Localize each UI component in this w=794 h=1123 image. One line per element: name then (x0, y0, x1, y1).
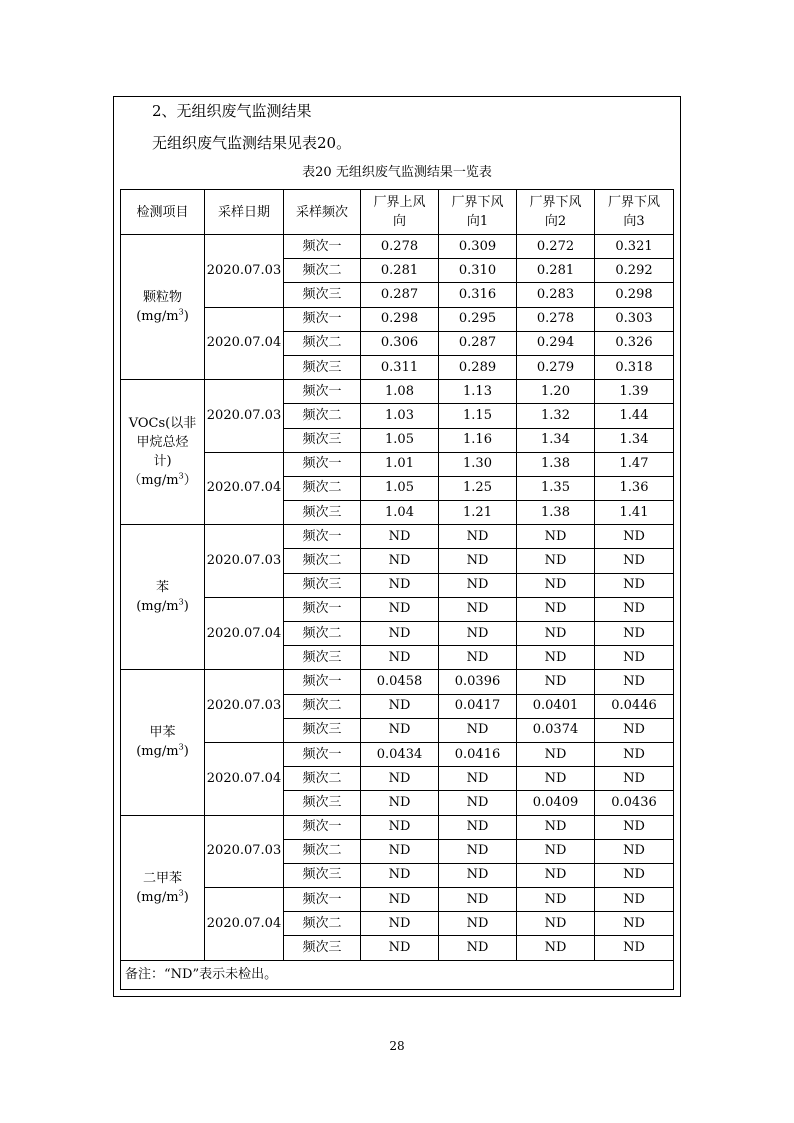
value-cell: ND (517, 622, 595, 646)
value-cell: 0.294 (517, 331, 595, 355)
value-cell: 1.13 (439, 380, 517, 404)
value-cell: 0.283 (517, 283, 595, 307)
value-cell: 0.279 (517, 355, 595, 379)
value-cell: 0.292 (595, 259, 674, 283)
value-cell: 1.36 (595, 476, 674, 500)
value-cell: 1.21 (439, 501, 517, 525)
value-cell: 0.0446 (595, 694, 674, 718)
value-cell: 1.05 (361, 476, 439, 500)
value-cell: 0.281 (517, 259, 595, 283)
value-cell: 1.38 (517, 501, 595, 525)
pollutant-name-cell: 二甲苯 $(mg/m^3)$ (121, 815, 205, 960)
value-cell: 1.16 (439, 428, 517, 452)
frequency-cell: 频次一 (284, 597, 361, 621)
frequency-cell: 频次三 (284, 283, 361, 307)
value-cell: ND (595, 863, 674, 887)
value-cell: 1.38 (517, 452, 595, 476)
value-cell: ND (439, 791, 517, 815)
value-cell: ND (439, 888, 517, 912)
value-cell: ND (361, 573, 439, 597)
value-cell: ND (361, 525, 439, 549)
value-cell: ND (361, 718, 439, 742)
sampling-date-cell: 2020.07.04 (205, 597, 284, 670)
sampling-date-cell: 2020.07.03 (205, 380, 284, 453)
frequency-cell: 频次二 (284, 694, 361, 718)
frequency-cell: 频次三 (284, 791, 361, 815)
frequency-cell: 频次二 (284, 622, 361, 646)
frequency-cell: 频次二 (284, 912, 361, 936)
intro-text: 无组织废气监测结果见表20。 (152, 134, 352, 152)
value-cell: 1.08 (361, 380, 439, 404)
value-cell: 0.309 (439, 235, 517, 259)
value-cell: 1.20 (517, 380, 595, 404)
value-cell: ND (595, 597, 674, 621)
page-number: 28 (389, 1039, 405, 1053)
value-cell: ND (439, 815, 517, 839)
value-cell: ND (517, 839, 595, 863)
value-cell: ND (595, 646, 674, 670)
pollutant-name-cell: 颗粒物 $(mg/m^3)$ (121, 235, 205, 380)
value-cell: ND (361, 622, 439, 646)
frequency-cell: 频次一 (284, 380, 361, 404)
value-cell: 0.278 (517, 307, 595, 331)
value-cell: 0.0374 (517, 718, 595, 742)
frequency-cell: 频次三 (284, 646, 361, 670)
value-cell: 1.35 (517, 476, 595, 500)
value-cell: ND (517, 742, 595, 766)
value-cell: 0.326 (595, 331, 674, 355)
frequency-cell: 频次三 (284, 501, 361, 525)
value-cell: ND (517, 767, 595, 791)
value-cell: 1.04 (361, 501, 439, 525)
sampling-date-cell: 2020.07.04 (205, 452, 284, 525)
value-cell: 0.0417 (439, 694, 517, 718)
value-cell: ND (517, 525, 595, 549)
value-cell: ND (595, 622, 674, 646)
value-cell: ND (439, 839, 517, 863)
frequency-cell: 频次二 (284, 331, 361, 355)
sampling-date-cell: 2020.07.03 (205, 235, 284, 308)
table-caption: 表20 无组织废气监测结果一览表 (302, 165, 492, 180)
value-cell: ND (517, 597, 595, 621)
frequency-cell: 频次二 (284, 549, 361, 573)
value-cell: 0.321 (595, 235, 674, 259)
value-cell: ND (595, 888, 674, 912)
value-cell: 0.298 (595, 283, 674, 307)
value-cell: 1.39 (595, 380, 674, 404)
value-cell: 0.311 (361, 355, 439, 379)
value-cell: ND (595, 936, 674, 960)
value-cell: 1.44 (595, 404, 674, 428)
value-cell: 0.303 (595, 307, 674, 331)
table-row (121, 670, 674, 694)
frequency-cell: 频次三 (284, 863, 361, 887)
frequency-cell: 频次三 (284, 428, 361, 452)
frequency-cell: 频次一 (284, 815, 361, 839)
value-cell: ND (439, 549, 517, 573)
value-cell: 1.34 (595, 428, 674, 452)
value-cell: ND (361, 888, 439, 912)
value-cell: 0.295 (439, 307, 517, 331)
value-cell: ND (361, 767, 439, 791)
header-upwind: 厂界上风 向 (361, 190, 439, 235)
frequency-cell: 频次一 (284, 307, 361, 331)
pollutant-name-cell: VOCs(以非 甲烷总烃 计) $(mg/m^3)$ (121, 380, 205, 525)
value-cell: 0.0436 (595, 791, 674, 815)
sampling-date-cell: 2020.07.04 (205, 307, 284, 380)
value-cell: ND (595, 839, 674, 863)
value-cell: ND (595, 718, 674, 742)
value-cell: 1.01 (361, 452, 439, 476)
frequency-cell: 频次一 (284, 235, 361, 259)
value-cell: ND (595, 670, 674, 694)
value-cell: 1.15 (439, 404, 517, 428)
value-cell: ND (439, 767, 517, 791)
value-cell: 0.287 (361, 283, 439, 307)
value-cell: ND (517, 646, 595, 670)
value-cell: ND (517, 549, 595, 573)
note-row (121, 960, 674, 989)
frequency-cell: 频次一 (284, 670, 361, 694)
value-cell: ND (517, 936, 595, 960)
frequency-cell: 频次三 (284, 936, 361, 960)
frequency-cell: 频次一 (284, 742, 361, 766)
value-cell: ND (439, 622, 517, 646)
pollutant-name-cell: 苯 $(mg/m^3)$ (121, 525, 205, 670)
value-cell: ND (361, 791, 439, 815)
value-cell: 0.310 (439, 259, 517, 283)
sampling-date-cell: 2020.07.03 (205, 525, 284, 598)
table-header-row (121, 190, 674, 235)
value-cell: ND (361, 646, 439, 670)
value-cell: ND (595, 767, 674, 791)
value-cell: ND (439, 573, 517, 597)
frequency-cell: 频次一 (284, 525, 361, 549)
value-cell: 1.03 (361, 404, 439, 428)
value-cell: ND (517, 815, 595, 839)
value-cell: 1.41 (595, 501, 674, 525)
frequency-cell: 频次一 (284, 452, 361, 476)
value-cell: 0.287 (439, 331, 517, 355)
value-cell: 0.0401 (517, 694, 595, 718)
value-cell: ND (517, 573, 595, 597)
value-cell: ND (439, 718, 517, 742)
value-cell: 0.272 (517, 235, 595, 259)
value-cell: 0.316 (439, 283, 517, 307)
sampling-date-cell: 2020.07.03 (205, 670, 284, 743)
value-cell: ND (361, 694, 439, 718)
value-cell: 0.278 (361, 235, 439, 259)
header-downwind-2: 厂界下风 向2 (517, 190, 595, 235)
value-cell: ND (361, 912, 439, 936)
value-cell: 1.34 (517, 428, 595, 452)
value-cell: ND (517, 912, 595, 936)
value-cell: ND (517, 863, 595, 887)
sampling-date-cell: 2020.07.03 (205, 815, 284, 888)
value-cell: ND (595, 912, 674, 936)
value-cell: 0.281 (361, 259, 439, 283)
sampling-date-cell: 2020.07.04 (205, 888, 284, 961)
value-cell: ND (517, 888, 595, 912)
value-cell: 0.289 (439, 355, 517, 379)
value-cell: 1.47 (595, 452, 674, 476)
table-row (121, 235, 674, 259)
value-cell: 0.0409 (517, 791, 595, 815)
frequency-cell: 频次三 (284, 718, 361, 742)
frequency-cell: 频次三 (284, 355, 361, 379)
value-cell: 0.0434 (361, 742, 439, 766)
value-cell: 1.30 (439, 452, 517, 476)
value-cell: ND (361, 936, 439, 960)
value-cell: ND (439, 912, 517, 936)
value-cell: ND (595, 815, 674, 839)
table-note: 备注：“ND”表示未检出。 (121, 960, 674, 989)
table-row (121, 525, 674, 549)
value-cell: ND (361, 549, 439, 573)
value-cell: ND (595, 549, 674, 573)
frequency-cell: 频次二 (284, 259, 361, 283)
frequency-cell: 频次二 (284, 476, 361, 500)
frequency-cell: 频次三 (284, 573, 361, 597)
frequency-cell: 频次二 (284, 767, 361, 791)
value-cell: 0.298 (361, 307, 439, 331)
value-cell: ND (439, 863, 517, 887)
value-cell: ND (439, 597, 517, 621)
sampling-date-cell: 2020.07.04 (205, 742, 284, 815)
value-cell: ND (439, 936, 517, 960)
header-date: 采样日期 (205, 190, 284, 235)
value-cell: ND (361, 597, 439, 621)
table-row (121, 380, 674, 404)
value-cell: ND (517, 670, 595, 694)
value-cell: ND (439, 525, 517, 549)
value-cell: 0.0396 (439, 670, 517, 694)
frequency-cell: 频次二 (284, 839, 361, 863)
header-downwind-3: 厂界下风 向3 (595, 190, 674, 235)
value-cell: 0.0458 (361, 670, 439, 694)
value-cell: 1.05 (361, 428, 439, 452)
frequency-cell: 频次二 (284, 404, 361, 428)
value-cell: ND (361, 815, 439, 839)
value-cell: ND (361, 839, 439, 863)
value-cell: ND (361, 863, 439, 887)
header-item: 检测项目 (121, 190, 205, 235)
value-cell: ND (595, 742, 674, 766)
table-row (121, 815, 674, 839)
value-cell: 0.306 (361, 331, 439, 355)
value-cell: ND (595, 573, 674, 597)
frequency-cell: 频次一 (284, 888, 361, 912)
value-cell: 1.32 (517, 404, 595, 428)
header-frequency: 采样频次 (284, 190, 361, 235)
value-cell: ND (595, 525, 674, 549)
pollutant-name-cell: 甲苯 $(mg/m^3)$ (121, 670, 205, 815)
header-downwind-1: 厂界下风 向1 (439, 190, 517, 235)
monitoring-results-table (120, 189, 674, 990)
value-cell: ND (439, 646, 517, 670)
section-heading: 2、无组织废气监测结果 (152, 102, 312, 120)
value-cell: 0.318 (595, 355, 674, 379)
value-cell: 1.25 (439, 476, 517, 500)
value-cell: 0.0416 (439, 742, 517, 766)
